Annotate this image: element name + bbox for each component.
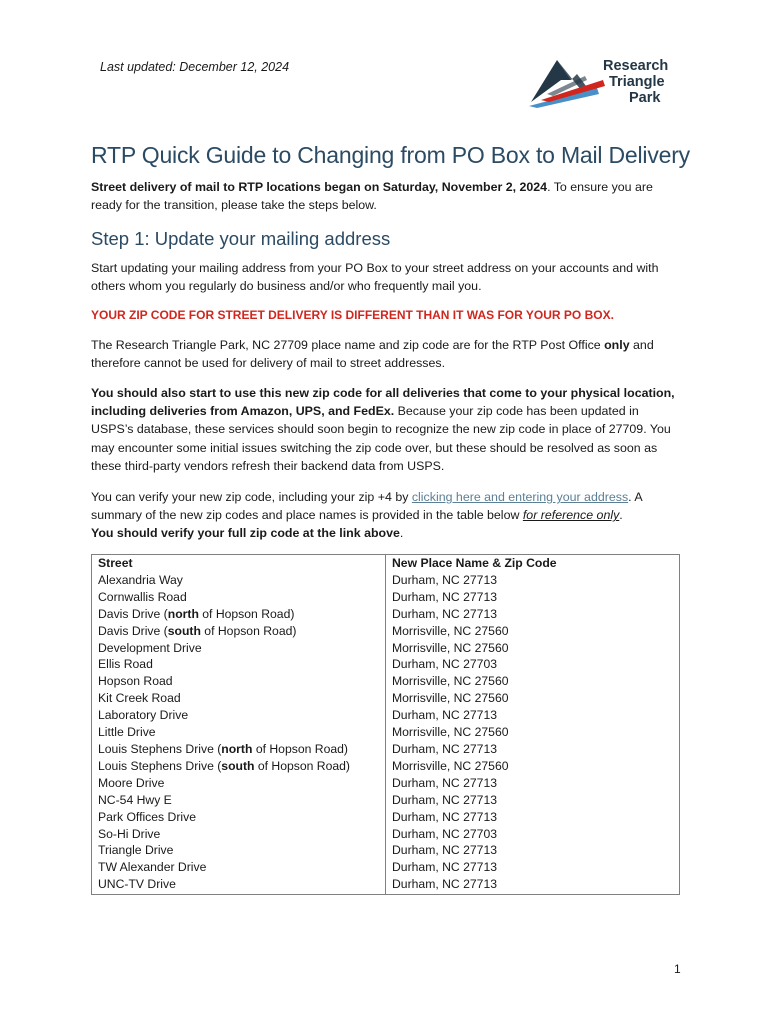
street-direction: north: [167, 606, 199, 621]
street-text: Hopson Road: [98, 674, 173, 689]
street-text: TW Alexander Drive: [98, 860, 207, 875]
street-text: Development Drive: [98, 640, 202, 655]
zip-cell: Durham, NC 27713: [392, 708, 497, 723]
street-cell: [92, 842, 386, 859]
street-text: Davis Drive (: [98, 606, 168, 621]
zip-cell: Durham, NC 27713: [392, 792, 497, 807]
intro-paragraph: [91, 178, 683, 214]
street-text: Triangle Drive: [98, 843, 174, 858]
street-text: NC-54 Hwy E: [98, 792, 172, 807]
intro-text: . To ensure you are ready for the transition, please take the steps below.: [91, 180, 653, 213]
table-row: [92, 589, 680, 606]
street-text-suffix: of Hopson Road): [198, 606, 295, 621]
zip-cell: Durham, NC 27713: [392, 589, 497, 604]
step1-paragraph-2: [91, 336, 683, 372]
street-cell: [92, 792, 386, 809]
zip-cell: Morrisville, NC 27560: [392, 725, 509, 740]
logo-line-3: Park: [629, 90, 661, 106]
page-number: 1: [674, 962, 681, 976]
table-row: [92, 876, 680, 894]
street-cell: [92, 589, 386, 606]
street-cell: [92, 859, 386, 876]
street-cell: [92, 640, 386, 657]
zip-cell: Durham, NC 27713: [392, 809, 497, 824]
street-text: Louis Stephens Drive (: [98, 758, 222, 773]
street-cell: [92, 572, 386, 589]
p4-end: .: [399, 526, 404, 541]
street-cell: [92, 724, 386, 741]
street-text: Cornwallis Road: [98, 589, 187, 604]
street-text-suffix: of Hopson Road): [254, 758, 350, 773]
p3-text: Because your zip code has been updated in USPS’s database, these services should soon begin to recognize the new zip code in place of 27709. You may encounter some initial issues switching the zip code over, but these should be resolved as soon as these third-party vendors refresh their backend data from USPS.: [91, 404, 671, 473]
table-row: [92, 826, 680, 843]
zip-cell: Morrisville, NC 27560: [392, 691, 509, 706]
zip-cell: Morrisville, NC 27560: [392, 640, 509, 655]
p4-text-b: . A summary of the new zip codes and place names is provided in the table below: [91, 490, 642, 523]
zip-cell: Durham, NC 27713: [392, 606, 497, 621]
street-cell: [92, 741, 386, 758]
street-cell: [92, 623, 386, 640]
street-text-suffix: of Hopson Road): [252, 741, 348, 756]
street-cell: [92, 826, 386, 843]
zip-warning: YOUR ZIP CODE FOR STREET DELIVERY IS DIFFERENT THAN IT WAS FOR YOUR PO BOX.: [91, 308, 614, 322]
street-direction: south: [221, 758, 255, 773]
zip-cell: Morrisville, NC 27560: [392, 758, 509, 773]
zip-code-table: [91, 554, 680, 895]
zip-cell: Durham, NC 27713: [392, 775, 497, 790]
street-cell: [92, 876, 386, 894]
step1-paragraph-1: Start updating your mailing address from your PO Box to your street address on your accounts and with others whom you regularly do business and/or who frequently mail you.: [91, 261, 659, 294]
table-row: [92, 606, 680, 623]
p2-bold-only: only: [604, 338, 630, 352]
table-row: [92, 775, 680, 792]
street-cell: [92, 775, 386, 792]
zip-cell: Durham, NC 27713: [392, 843, 497, 858]
street-text: UNC-TV Drive: [98, 877, 176, 892]
street-text: Laboratory Drive: [98, 708, 189, 723]
zip-cell: Durham, NC 27703: [392, 657, 497, 672]
column-header-zip: New Place Name & Zip Code: [386, 555, 680, 572]
step1-paragraph-3: [91, 384, 683, 475]
zip-cell: Durham, NC 27713: [392, 741, 497, 756]
intro-bold-text: Street delivery of mail to RTP locations began on Saturday, November 2, 2024: [91, 180, 548, 194]
zip-cell: Durham, NC 27713: [392, 860, 497, 875]
logo-line-1: Research: [603, 58, 669, 74]
table-row: [92, 758, 680, 775]
page-title: RTP Quick Guide to Changing from PO Box to Mail Delivery: [91, 142, 690, 168]
table-row: [92, 792, 680, 809]
step1-paragraph-4: [91, 488, 683, 543]
street-direction: south: [167, 623, 201, 638]
street-cell: [92, 707, 386, 724]
street-cell: [92, 673, 386, 690]
table-row: [92, 656, 680, 673]
rtp-logo: [527, 50, 687, 112]
zip-cell: Durham, NC 27703: [392, 826, 497, 841]
p4-bold-text: You should verify your full zip code at the link above: [91, 526, 400, 541]
street-text: Louis Stephens Drive (: [98, 741, 222, 756]
street-text: Moore Drive: [98, 775, 165, 790]
last-updated-date: Last updated: December 12, 2024: [100, 60, 290, 74]
street-text: Ellis Road: [98, 657, 153, 672]
logo-wordmark: [603, 58, 668, 106]
street-cell: [92, 690, 386, 707]
zip-cell: Morrisville, NC 27560: [392, 623, 509, 638]
p2-text-a: The Research Triangle Park, NC 27709 place name and zip code are for the RTP Post Office: [91, 338, 605, 352]
p2-text-b: and therefore cannot be used for delivery of mail to street addresses.: [91, 338, 654, 371]
p4-text-c: .: [619, 508, 623, 523]
zip-cell: Durham, NC 27713: [386, 876, 680, 894]
street-cell: [92, 656, 386, 673]
column-header-street: Street: [92, 555, 386, 572]
table-row: [92, 859, 680, 876]
street-direction: north: [221, 741, 253, 756]
table-row: [92, 673, 680, 690]
verify-zip-link[interactable]: clicking here and entering your address: [411, 490, 629, 504]
street-text: Davis Drive (: [98, 623, 168, 638]
p4-text-a: You can verify your new zip code, including your zip +4 by: [91, 490, 412, 504]
table-row: [92, 623, 680, 640]
street-cell: [92, 606, 386, 623]
street-text: Little Drive: [98, 725, 156, 740]
table-row: [92, 809, 680, 826]
table-row: [92, 690, 680, 707]
table-row: [92, 707, 680, 724]
table-header-row: [92, 555, 680, 572]
street-cell: [92, 809, 386, 826]
street-cell: [92, 758, 386, 775]
zip-cell: Durham, NC 27713: [392, 572, 497, 587]
p3-bold-text: You should also start to use this new zip code for all deliveries that come to your physical location, including deliveries from Amazon, UPS, and FedEx.: [91, 386, 675, 419]
street-text: Alexandria Way: [98, 572, 183, 587]
logo-line-2: Triangle: [609, 74, 665, 90]
zip-cell: Morrisville, NC 27560: [392, 674, 509, 689]
street-text: Park Offices Drive: [98, 809, 196, 824]
table-row: [92, 842, 680, 859]
street-text: Kit Creek Road: [98, 691, 181, 706]
logo-mark-icon: [527, 50, 607, 112]
street-text-suffix: of Hopson Road): [200, 623, 297, 638]
table-row: [92, 724, 680, 741]
table-row: [92, 640, 680, 657]
p4-reference-note: for reference only: [522, 508, 620, 523]
step1-heading: Step 1: Update your mailing address: [91, 228, 391, 249]
street-text: So-Hi Drive: [98, 826, 161, 841]
table-row: [92, 572, 680, 589]
table-row: [92, 741, 680, 758]
